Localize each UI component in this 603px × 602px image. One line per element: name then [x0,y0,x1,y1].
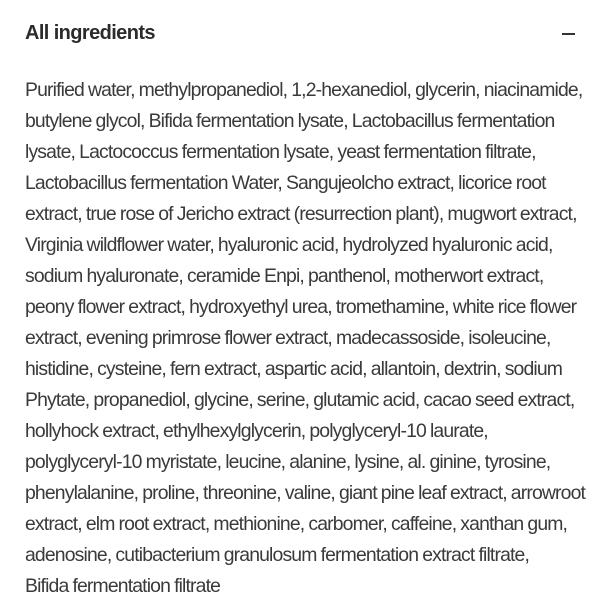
ingredient-line: Phytate, propanediol, glycine, serine, glutamic acid, cacao seed extract, [25,389,575,411]
ingredient-line: sodium hyaluronate, ceramide Enpi, panthenol, motherwort extract, [25,265,544,287]
ingredient-line: Lactobacillus fermentation Water, Sangujeolcho extract, licorice root [25,172,546,194]
ingredient-line: lysate, Lactococcus fermentation lysate, yeast fermentation filtrate, [25,141,536,163]
ingredient-line: adenosine, cutibacterium granulosum fermentation extract filtrate, [25,544,530,566]
ingredient-line: Purified water, methylpropanediol, 1,2-hexanediol, glycerin, niacinamide, [25,79,583,101]
ingredient-line: extract, elm root extract, methionine, carbomer, caffeine, xanthan gum, [25,513,568,535]
ingredient-line: Bifida fermentation filtrate [25,575,221,597]
ingredient-line: hollyhock extract, ethylhexylglycerin, polyglyceryl-10 laurate, [25,420,488,442]
ingredient-line: butylene glycol, Bifida fermentation lysate, Lactobacillus fermentation [25,110,555,132]
accordion-title: All ingredients [25,22,155,44]
ingredient-line: histidine, cysteine, fern extract, aspartic acid, allantoin, dextrin, sodium [25,358,563,380]
ingredient-line: extract, true rose of Jericho extract (resurrection plant), mugwort extract, [25,203,577,225]
accordion-header[interactable] [0,0,603,64]
ingredient-line: extract, evening primrose flower extract, madecassoside, isoleucine, [25,327,551,349]
ingredients-text [25,75,585,602]
ingredient-line: Virginia wildflower water, hyaluronic acid, hydrolyzed hyaluronic acid, [25,234,553,256]
ingredient-line: phenylalanine, proline, threonine, valine, giant pine leaf extract, arrowroot [25,482,586,504]
ingredient-line: polyglyceryl-10 myristate, leucine, alanine, lysine, al. ginine, tyrosine, [25,451,551,473]
ingredient-line: peony flower extract, hydroxyethyl urea, tromethamine, white rice flower [25,296,577,318]
minus-icon[interactable] [562,24,576,44]
